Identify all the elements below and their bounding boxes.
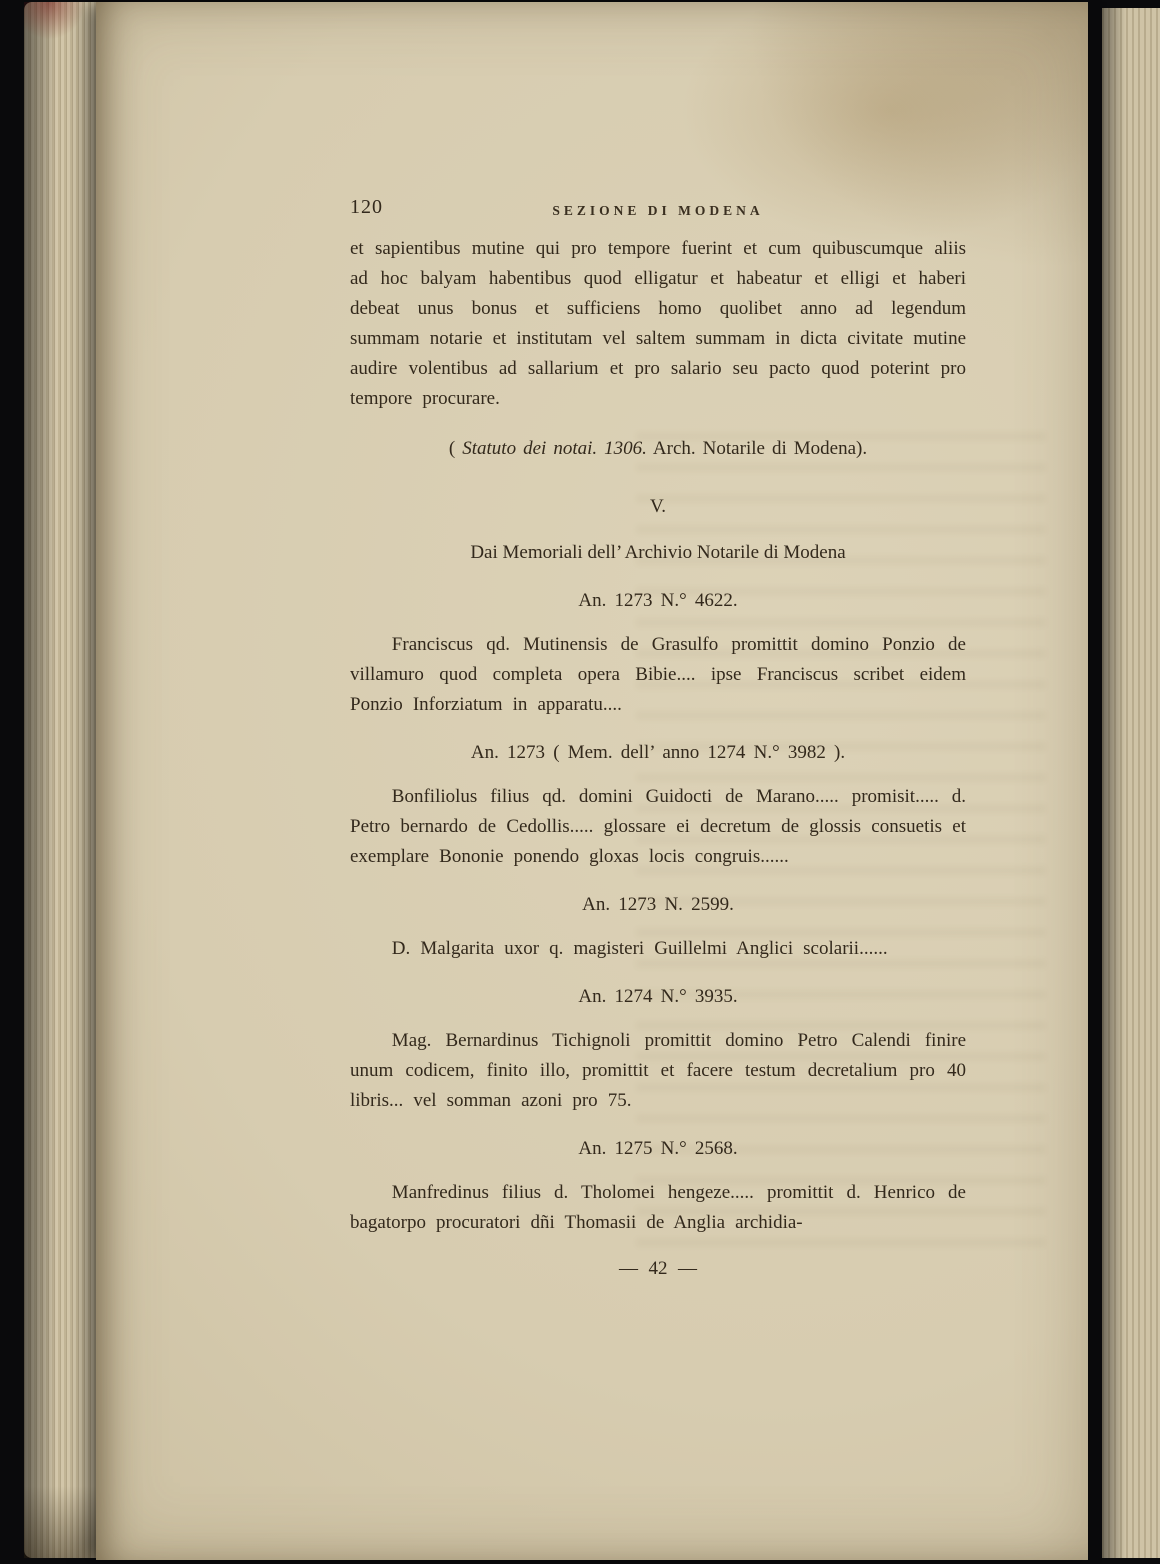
page-number: 120 [350,196,383,218]
book-page-edges [24,2,96,1558]
record-heading-1: An. 1273 N.° 4622. [578,590,738,611]
record-body-2: Bonfiliolus filius qd. domini Guidocti de Marano..... promisit..... d. Petro bernardo de Cedollis..... glossare ei decretum de glossis consuetis et exemplare Bononie ponendo gloxas locis congruis...... [350,786,966,867]
citation-archive: Arch. Notarile di Modena). [646,438,868,459]
section-title: Dai Memoriali dell’ Archivio Notarile di Modena [470,542,846,563]
opening-paragraph: et sapientibus mutine qui pro tempore fuerint et cum quibuscumque aliis ad hoc balyam habentibus quod elligatur et habeatur et elligi et haberi debeat unus bonus et sufficiens homo quolibet anno ad legendum summam notarie et institutam vel saltem summam in dicta civitate mutine audire volentibus ad sallarium et pro salario seu pacto quod poterint pro tempore procurare. [350,238,966,409]
record-heading-2: An. 1273 ( Mem. dell’ anno 1274 N.° 3982 ). [470,742,846,763]
record-body-3: D. Malgarita uxor q. magisteri Guillelmi Anglici scolarii...... [391,938,888,959]
running-header: SEZIONE DI MODENA [552,203,764,218]
citation-title: Statuto dei notai. 1306. [462,438,647,459]
record-heading-3: An. 1273 N. 2599. [582,894,734,915]
book-page [96,2,1088,1560]
record-body-1: Franciscus qd. Mutinensis de Grasulfo promittit domino Ponzio de villamuro quod completa opera Bibie.... ipse Franciscus scribet eidem Ponzio Inforziatum in apparatu.... [350,634,966,715]
page-footer: — 42 — [619,1258,697,1279]
adjacent-page-sliver [1102,8,1160,1558]
record-heading-5: An. 1275 N.° 2568. [578,1138,738,1159]
section-number: V. [649,496,667,517]
record-heading-4: An. 1274 N.° 3935. [578,986,738,1007]
source-citation [350,434,966,464]
printed-text-block [350,192,966,1284]
page-head [350,192,966,222]
record-body-4: Mag. Bernardinus Tichignoli promittit domino Petro Calendi finire unum codicem, finito illo, promittit et facere testum decretalium pro 40 libris... vel somman azoni pro 75. [350,1030,966,1111]
record-body-5: Manfredinus filius d. Tholomei hengeze..... promittit d. Henrico de bagatorpo procuratori dñi Thomasii de Anglia archidia- [350,1182,966,1233]
citation-open: ( [448,438,463,459]
